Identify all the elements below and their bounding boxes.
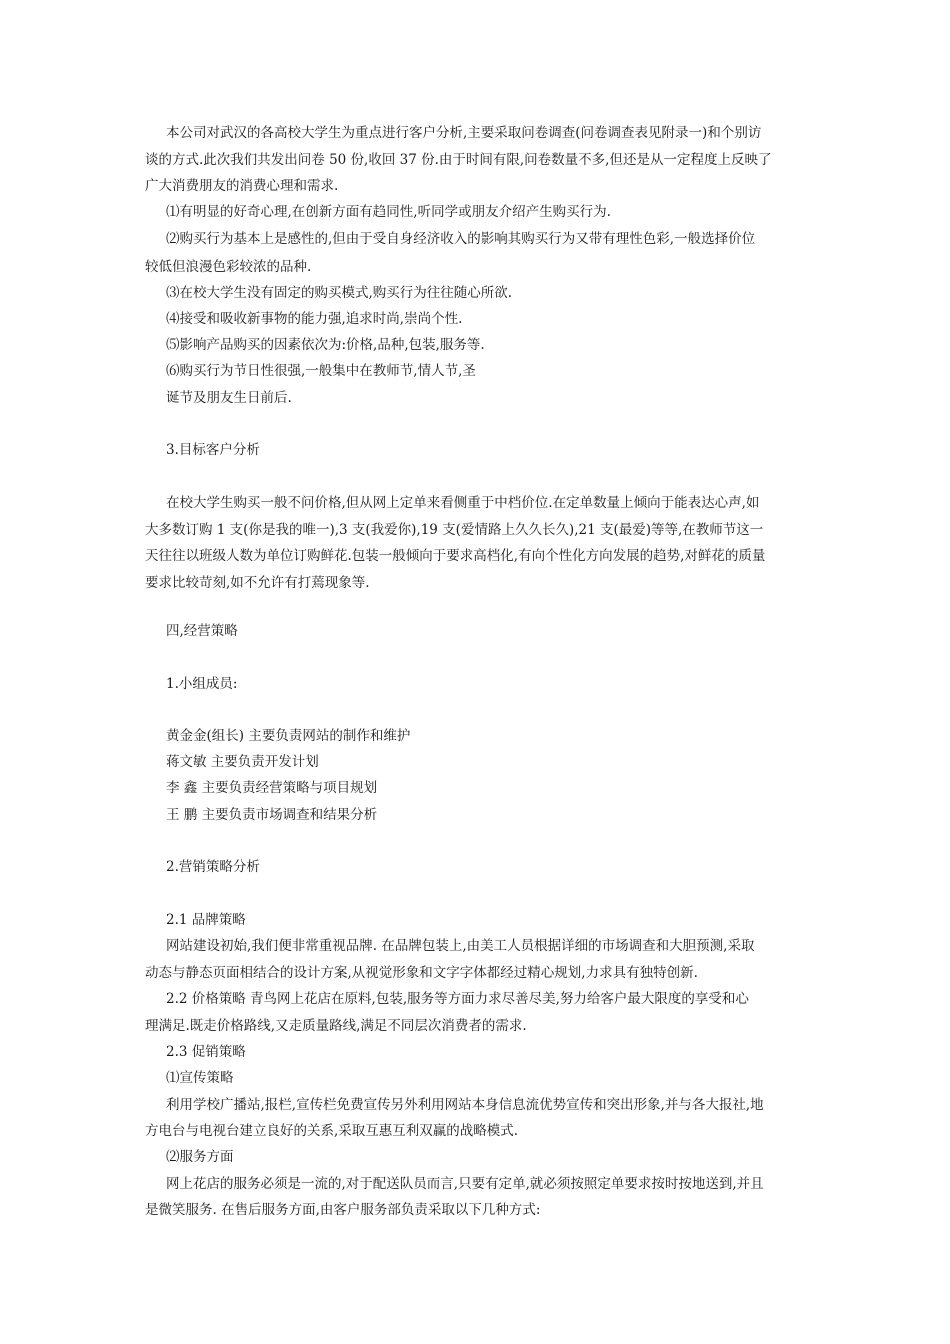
paragraph-line: 网上花店的服务必须是一流的,对于配送队员而言,只要有定单,就必须按照定单要求按时按地送到,并且 (166, 1176, 764, 1192)
member-row: 王 鹏 主要负责市场调查和结果分析 (166, 807, 378, 823)
paragraph-line: 理满足.既走价格路线,又走质量路线,满足不同层次消费者的需求. (145, 1018, 527, 1034)
paragraph-line: 大多数订购 1 支(你是我的唯一),3 支(我爱你),19 支(爱情路上久久长久),21 支(最爱)等等,在教师节这一 (145, 522, 764, 538)
list-item: ⑶在校大学生没有固定的购买模式,购买行为往往随心所欲. (166, 285, 513, 301)
list-item: ⑷接受和吸收新事物的能力强,追求时尚,崇尚个性. (166, 311, 463, 327)
paragraph-line: 是微笑服务. 在售后服务方面,由客户服务部负责采取以下几种方式: (145, 1202, 541, 1218)
section-heading: 2.营销策略分析 (166, 859, 260, 875)
chapter-heading: 四,经营策略 (166, 623, 238, 639)
section-heading: 3.目标客户分析 (166, 442, 260, 458)
paragraph-line: 方电台与电视台建立良好的关系,采取互惠互利双赢的战略模式. (145, 1123, 519, 1139)
member-row: 黄金金(组长) 主要负责网站的制作和维护 (166, 728, 411, 744)
member-row: 蒋文敏 主要负责开发计划 (166, 754, 319, 770)
list-item-continuation: 诞节及朋友生日前后. (166, 390, 292, 406)
paragraph-line: 利用学校广播站,报栏,宣传栏免费宣传另外利用网站本身信息流优势宣传和突出形象,并与各大报社,地 (166, 1097, 764, 1113)
sub-item-heading: ⑵服务方面 (166, 1149, 234, 1165)
member-row: 李 鑫 主要负责经营策略与项目规划 (166, 780, 378, 796)
subsection-heading: 2.1 品牌策略 (166, 912, 246, 928)
section-heading: 1.小组成员: (166, 676, 238, 692)
sub-item-heading: ⑴宣传策略 (166, 1070, 234, 1086)
list-item: ⑸影响产品购买的因素依次为:价格,品种,包装,服务等. (166, 337, 485, 353)
list-item: ⑹购买行为节日性很强,一般集中在教师节,情人节,圣 (166, 363, 476, 379)
paragraph-line: 谈的方式.此次我们共发出问卷 50 份,收回 37 份.由于时间有限,问卷数量不多,但还是从一定程度上反映了 (145, 152, 772, 168)
paragraph-line: 2.2 价格策略 青鸟网上花店在原料,包装,服务等方面力求尽善尽美,努力给客户最大限度的享受和心 (166, 991, 749, 1007)
paragraph-line: 天往往以班级人数为单位订购鲜花.包装一般倾向于要求高档化,有向个性化方向发展的趋势,对鲜花的质量 (145, 548, 766, 564)
paragraph-line: 在校大学生购买一般不问价格,但从网上定单来看侧重于中档价位.在定单数量上倾向于能表达心声,如 (166, 495, 760, 511)
list-item: ⑵购买行为基本上是感性的,但由于受自身经济收入的影响其购买行为又带有理性色彩,一般选择价位 (166, 231, 756, 247)
list-item: ⑴有明显的好奇心理,在创新方面有趋同性,听同学或朋友介绍产生购买行为. (166, 204, 611, 220)
paragraph-line: 网站建设初始,我们便非常重视品牌. 在品牌包装上,由美工人员根据详细的市场调查和大胆预测,采取 (166, 938, 755, 954)
paragraph-line: 本公司对武汉的各高校大学生为重点进行客户分析,主要采取问卷调查(问卷调查表见附录一)和个别访 (166, 125, 762, 141)
list-item-continuation: 较低但浪漫色彩较浓的品种. (145, 259, 312, 275)
paragraph-line: 广大消费朋友的消费心理和需求. (145, 178, 339, 194)
subsection-heading: 2.3 促销策略 (166, 1044, 246, 1060)
paragraph-line: 要求比较苛刻,如不允许有打蔫现象等. (145, 575, 370, 591)
paragraph-line: 动态与静态页面相结合的设计方案,从视觉形象和文字字体都经过精心规划,力求具有独特创新. (145, 965, 698, 981)
